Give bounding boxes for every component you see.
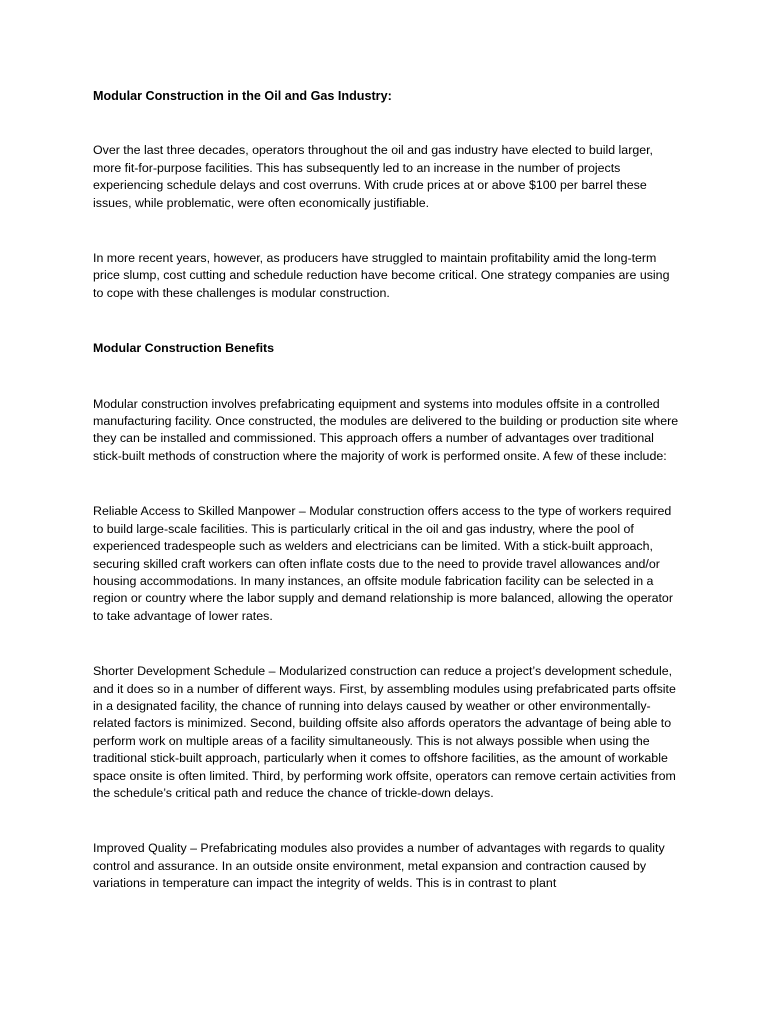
paragraph-improved-quality: Improved Quality – Prefabricating modules also provides a number of advantages with regards to quality control and assurance. In an outside onsite environment, metal expansion and contraction caused by variations in temperature can impact the integrity of welds. This is in contrast to plant: [93, 841, 665, 891]
paragraph-benefits-overview: Modular construction involves prefabricating equipment and systems into modules offsite in a controlled manufacturing facility. Once constructed, the modules are delivered to the building or production site where they can be installed and commissioned. This approach offers a number of advantages over traditional stick-built methods of construction where the majority of work is performed onsite. A few of these include:: [93, 396, 679, 463]
document-title: Modular Construction in the Oil and Gas Industry:: [93, 89, 392, 103]
paragraph-intro-1: Over the last three decades, operators throughout the oil and gas industry have elected to build larger, more fit-for-purpose facilities. This has subsequently led to an increase in the number of projects experiencing schedule delays and cost overruns. With crude prices at or above $100 per barrel these issues, while problematic, were often economically justifiable.: [93, 143, 653, 210]
document-body: [93, 88, 681, 931]
paragraph-shorter-schedule: Shorter Development Schedule – Modularized construction can reduce a project’s development schedule, and it does so in a number of different ways. First, by assembling modules using prefabricated parts offsite in a designated facility, the chance of running into delays caused by weather or other environmentally-related factors is minimized. Second, building offsite also affords operators the advantage of being able to perform work on multiple areas of a facility simultaneously. This is not always possible when using the traditional stick-built approach, particularly when it comes to offshore facilities, as the amount of workable space onsite is often limited. Third, by performing work offsite, operators can remove certain activities from the schedule’s critical path and reduce the chance of trickle-down delays.: [93, 664, 676, 800]
section-heading-benefits: Modular Construction Benefits: [93, 341, 275, 356]
paragraph-skilled-manpower: Reliable Access to Skilled Manpower – Modular construction offers access to the type of workers required to build large-scale facilities. This is particularly critical in the oil and gas industry, where the pool of experienced tradespeople such as welders and electricians can be limited. With a stick-built approach, securing skilled craft workers can often inflate costs due to the need to provide travel allowances and/or housing accommodations. In many instances, an offsite module fabrication facility can be selected in a region or country where the labor supply and demand relationship is more balanced, allowing the operator to take advantage of lower rates.: [93, 504, 673, 623]
paragraph-intro-2: In more recent years, however, as producers have struggled to maintain profitability amid the long-term price slump, cost cutting and schedule reduction have become critical. One strategy companies are using to cope with these challenges is modular construction.: [93, 251, 670, 300]
